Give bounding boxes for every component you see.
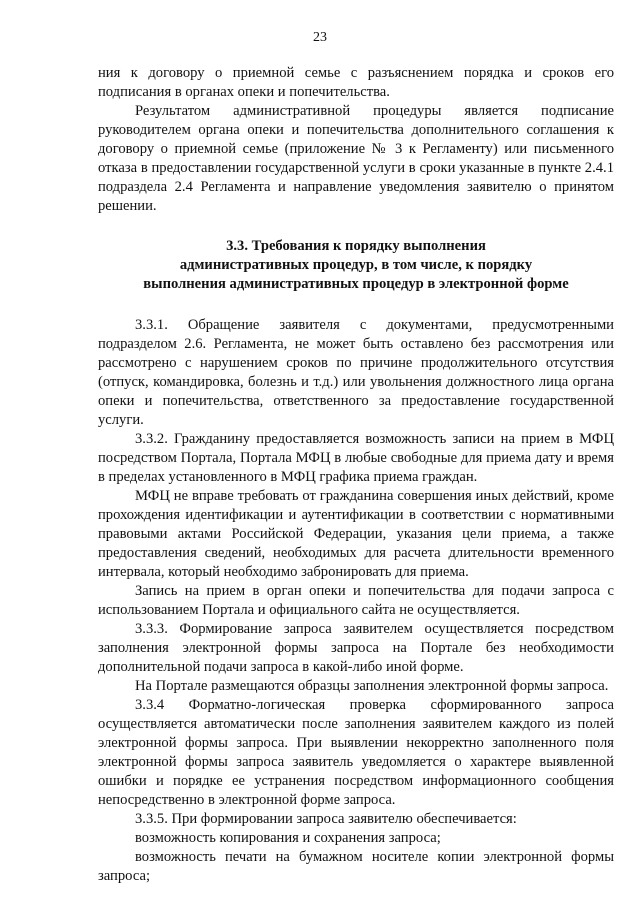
section-heading-line-1: 3.3. Требования к порядку выполнения [226,238,486,254]
paragraph-intro-result: Результатом административной процедуры является подписание руководителем органа опеки и попечительства дополнительного соглашения к договору о приемной семье (приложение № 3 к Регламенту) или письменного отказа в предоставлении государственной услуги в сроки указанные в пункте 2.4.1 подраздела 2.4 Регламента и направление уведомления заявителю о принятом решении. [98,103,614,214]
paragraph-3-3-3: 3.3.3. Формирование запроса заявителем осуществляется посредством заполнения электронной формы запроса на Портале без необходимости дополнительной подачи запроса в какой-либо иной форме. [98,621,614,675]
page-number: 23 [313,30,327,45]
list-item-print: возможность печати на бумажном носителе копии электронной формы запроса; [98,849,614,884]
paragraph-3-3-5: 3.3.5. При формировании запроса заявителю обеспечивается: [135,811,517,827]
paragraph-3-3-4: 3.3.4 Форматно-логическая проверка сформированного запроса осуществляется автоматически после заполнения заявителем каждого из полей электронной формы запроса. При выявлении некорректно заполненного поля электронной формы запроса заявитель уведомляется о характере выявленной ошибки и порядке ее устранения посредством информационного сообщения непосредственно в электронной форме запроса. [98,697,614,808]
section-heading-line-2: административных процедур, в том числе, к порядку [179,257,533,273]
paragraph-mfc-requirements: МФЦ не вправе требовать от гражданина совершения иных действий, кроме прохождения идентификации и аутентификации в соответствии с нормативными правовыми актами Российской Федерации, указания цели приема, а также предоставления сведений, необходимых для расчета длительности временного интервала, который необходимо забронировать для приема. [98,488,614,580]
paragraph-3-3-1: 3.3.1. Обращение заявителя с документами, предусмотренными подразделом 2.6. Регламента, не может быть оставлено без рассмотрения или рассмотрено с нарушением сроков по причине продолжительного отсутствия (отпуск, командировка, болезнь и т.д.) или увольнения должностного лица органа опеки и попечительства, ответственного за предоставление государственной услуги. [98,317,614,428]
list-item-copy-save: возможность копирования и сохранения запроса; [135,830,441,846]
section-heading [98,237,614,294]
section-heading-line-3: выполнения административных процедур в электронной форме [143,276,569,292]
paragraph-intro-continuation: ния к договору о приемной семье с разъяснением порядка и сроков его подписания в органах опеки и попечительства. [98,65,614,100]
document-body [98,64,614,886]
paragraph-portal-samples: На Портале размещаются образцы заполнения электронной формы запроса. [135,678,609,694]
paragraph-3-3-2: 3.3.2. Гражданину предоставляется возможность записи на прием в МФЦ посредством Портала, Портала МФЦ в любые свободные для приема дату и время в пределах установленного в МФЦ графика приема граждан. [98,431,614,485]
paragraph-appointment-note: Запись на прием в орган опеки и попечительства для подачи запроса с использованием Портала и официального сайта не осуществляется. [98,583,614,618]
